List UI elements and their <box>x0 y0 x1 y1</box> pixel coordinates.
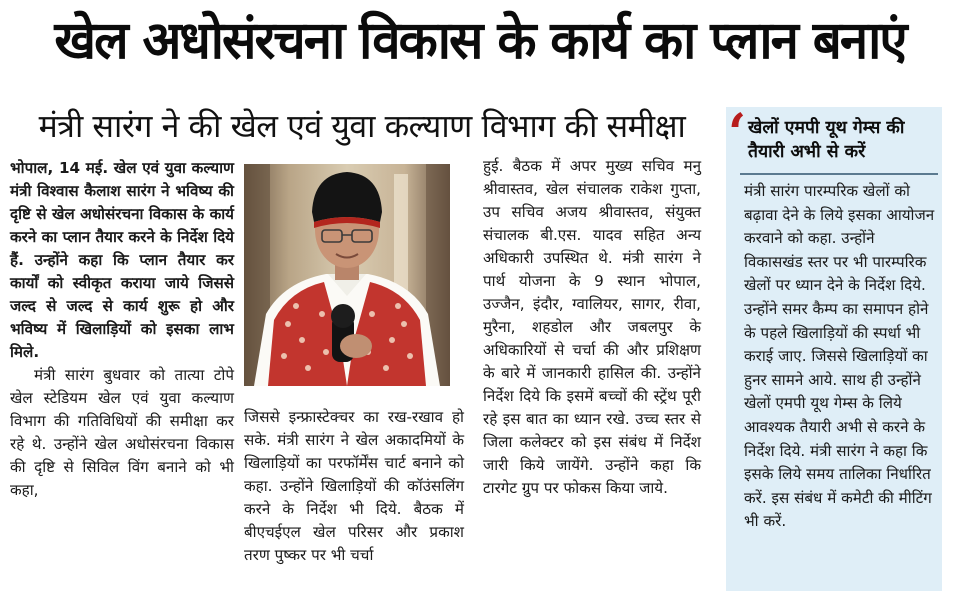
minister-photo <box>244 164 450 386</box>
article-paragraph: जिससे इन्फ्रास्टेक्चर का रख-रखाव हो सके. मंत्री सारंग ने खेल अकादमियों के खिलाड़ियों का परफॉर्मेंस चार्ट बनाने को कहा. उन्होंने खिलाड़ियों की कॉउंसलिंग करने के निर्देश भी दिये. बैठक में बीएचईएल खेल परिसर और प्रकाश तरण पुष्कर पर भी चर्चा <box>244 408 464 564</box>
article-column-3 <box>483 155 701 500</box>
article-paragraph: मंत्री सारंग बुधवार को तात्या टोपे खेल स्टेडियम खेल एवं युवा कल्याण विभाग की गतिविधियों की समीक्षा कर रहे थे. उन्होंने खेल अधोसंरचना विकास की दृष्टि से सिविल विंग बनाने को भी कहा, <box>10 366 234 499</box>
sidebar-body <box>744 180 936 534</box>
sidebar-title: खेलों एमपी यूथ गेम्स की तैयारी अभी से करें <box>748 118 905 162</box>
quote-mark-icon: ‘ <box>728 103 747 164</box>
subheadline: मंत्री सारंग ने की खेल एवं युवा कल्याण विभाग की समीक्षा <box>38 107 686 145</box>
headline: खेल अधोसंरचना विकास के कार्य का प्लान बनाएं <box>54 11 906 71</box>
article-column-1 <box>10 157 234 502</box>
article-lead: भोपाल, 14 मई. खेल एवं युवा कल्याण मंत्री विश्वास कैलाश सारंग ने भविष्य की दृष्टि से खेल अधोसंरचना विकास के कार्य करने का प्लान तैयार करने के निर्देश दिये हैं. उन्होंने कहा कि प्लान तैयार कर कार्यों को स्वीकृत कराया जाये जिससे जल्द से जल्द से कार्य शुरू हो और भविष्य में खिलाड़ियों को इसका लाभ मिले. <box>10 159 234 361</box>
sidebar-divider <box>740 173 938 175</box>
article-paragraph: हुई. बैठक में अपर मुख्य सचिव मनु श्रीवास्तव, खेल संचालक राकेश गुप्ता, उप सचिव अजय श्रीवास्तव, संयुक्त संचालक बी.एस. यादव सहित अन्य अधिकारी उपस्थित थे. मंत्री सारंग ने पार्थ योजना के 9 स्थान भोपाल, उज्जैन, इंदौर, ग्वालियर, सागर, रीवा, मुरैना, शहडोल और जबलपुर के अधिकारियों से चर्चा की और प्रशिक्षण के बारे में जानकारी हासिल की. उन्होंने निर्देश दिये कि इसमें बच्चों की स्ट्रेंथ पूरी रहे इस बात का ध्यान रखे. उच्च स्तर से जिला कलेक्टर को इस संबंध में निर्देश जारी किये जायेंगे. उन्होंने कहा कि टारगेट ग्रुप पर फोकस किया जाये. <box>483 157 701 497</box>
article-column-2 <box>244 406 464 567</box>
sidebar-paragraph: मंत्री सारंग पारम्परिक खेलों को बढ़ावा देने के लिये इसका आयोजन करवाने को कहा. उन्होंने विकासखंड स्तर पर भी पारम्परिक खेलों पर ध्यान देने के निर्देश दिये. उन्होंने समर कैम्प का समापन होने के पहले खिलाड़ियों की स्पर्धा भी कराई जाए. जिससे खिलाड़ियों का हुनर सामने आये. साथ ही उन्होंने खेलों एमपी यूथ गेम्स के लिये आवश्यक तैयारी अभी से करने के निर्देश दिये. मंत्री सारंग ने कहा कि इसके लिये समय तालिका निर्धारित करें. इस संबंध में कमेटी की मीटिंग भी करें. <box>744 182 935 531</box>
